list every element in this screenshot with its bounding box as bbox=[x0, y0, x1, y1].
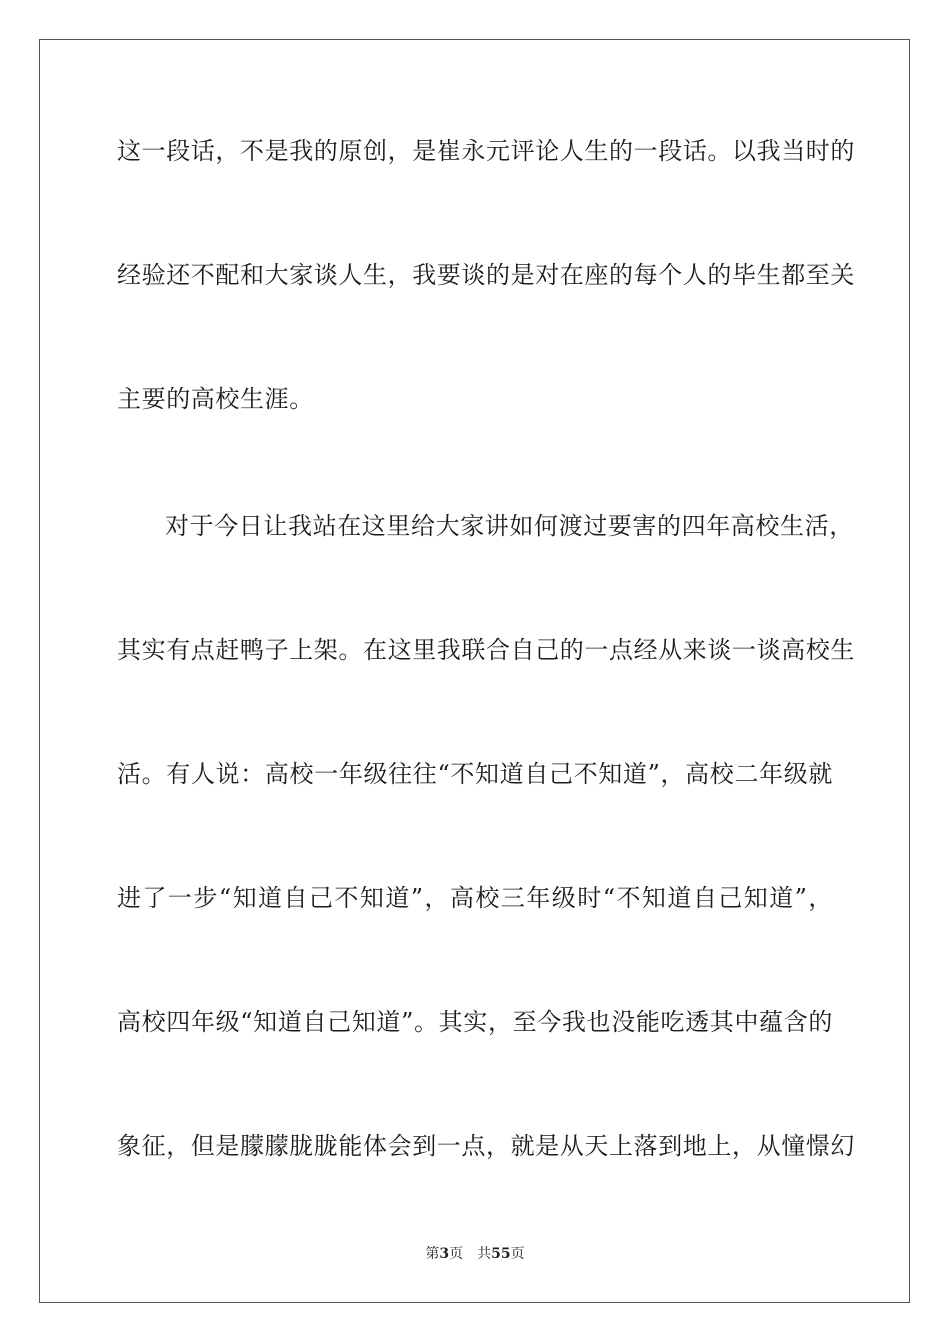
text-line-8: 高校四年级“知道自己知道”。其实，至今我也没能吃透其中蕴含的 bbox=[117, 1008, 833, 1036]
text-line-5: 其实有点赶鸭子上架。在这里我联合自己的一点经从来谈一谈高校生 bbox=[117, 636, 855, 664]
page-footer bbox=[0, 1245, 950, 1263]
total-suffix: 页 bbox=[510, 1246, 525, 1262]
total-pages: 55 bbox=[491, 1246, 511, 1262]
page-suffix: 页 bbox=[449, 1246, 464, 1262]
text-line-7: 进了一步“知道自己不知道”，高校三年级时“不知道自己知道”， bbox=[117, 884, 833, 912]
text-line-2: 经验还不配和大家谈人生，我要谈的是对在座的每个人的毕生都至关 bbox=[117, 261, 855, 289]
text-line-9: 象征，但是朦朦胧胧能体会到一点，就是从天上落到地上，从憧憬幻 bbox=[117, 1132, 855, 1160]
page-prefix: 第 bbox=[425, 1246, 440, 1262]
text-line-4: 对于今日让我站在这里给大家讲如何渡过要害的四年高校生活， bbox=[165, 512, 854, 540]
text-line-6: 活。有人说：高校一年级往往“不知道自己不知道”，高校二年级就 bbox=[117, 760, 833, 788]
page-border bbox=[39, 39, 910, 1303]
total-indicator bbox=[477, 1246, 524, 1262]
page-number: 3 bbox=[439, 1246, 450, 1262]
text-line-3: 主要的高校生涯。 bbox=[117, 385, 314, 413]
page-indicator bbox=[425, 1246, 463, 1262]
text-line-1: 这一段话，不是我的原创，是崔永元评论人生的一段话。以我当时的 bbox=[117, 137, 855, 165]
total-prefix: 共 bbox=[477, 1246, 492, 1262]
